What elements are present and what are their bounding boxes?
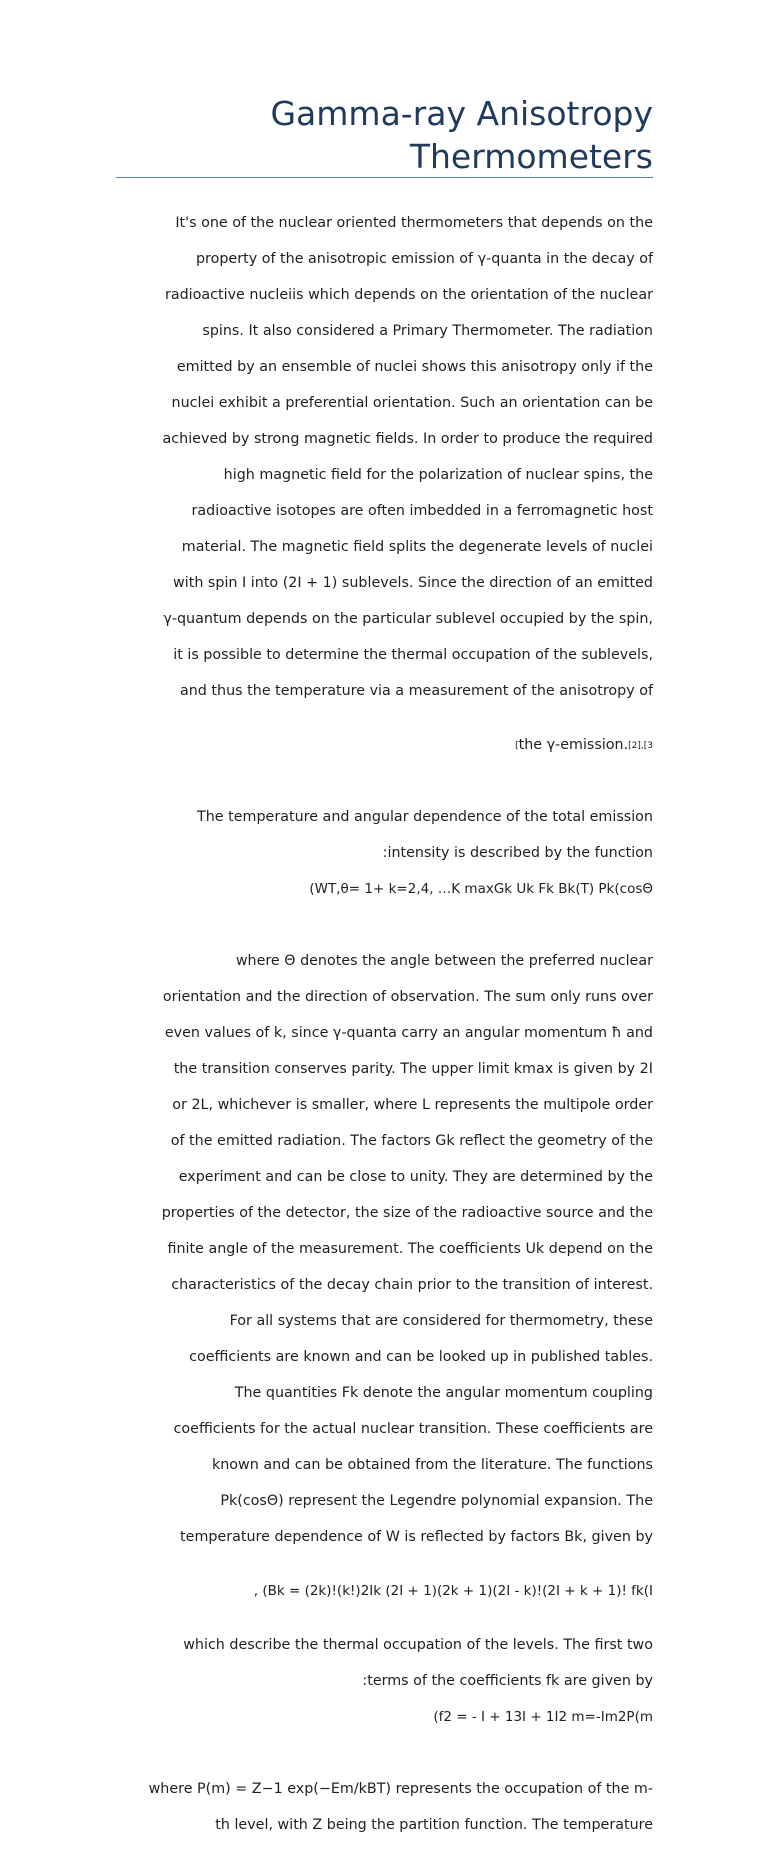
document-page [116, 0, 653, 1833]
text-line: emitted by an ensemble of nuclei shows this anisotropy only if the [176, 359, 653, 375]
fk-formula: (f2 = - I + 13I + 1I2 m=-Im2P(m [433, 1709, 653, 1725]
text-line: where P(m) = Z−1 exp(−Em/kBT) represents the occupation of the m- [148, 1781, 653, 1797]
text-line: orientation and the direction of observation. The sum only runs over [162, 989, 653, 1005]
text-line: high magnetic field for the polarization of nuclear spins, the [223, 467, 653, 483]
citation-text: the γ-emission. [518, 737, 629, 753]
text-line: The temperature and angular dependence of the total emission [197, 809, 653, 825]
text-line: It's one of the nuclear oriented thermometers that depends on the [175, 215, 653, 231]
text-line: or 2L, whichever is smaller, where L represents the multipole order [172, 1097, 653, 1113]
text-line: Pk(cosΘ) represent the Legendre polynomial expansion. The [220, 1493, 653, 1509]
text-line: radioactive isotopes are often imbedded in a ferromagnetic host [191, 503, 653, 519]
paragraph-occupation [116, 1618, 653, 1744]
title-underline [116, 177, 653, 178]
paragraph-spacer [116, 1600, 653, 1618]
text-line: finite angle of the measurement. The coefficients Uk depend on the [167, 1241, 653, 1257]
text-line: where Θ denotes the angle between the preferred nuclear [235, 953, 653, 969]
paragraph-definitions [116, 934, 653, 1564]
text-line: with spin I into (2I + 1) sublevels. Since the direction of an emitted [173, 575, 653, 591]
text-line: of the emitted radiation. The factors Gk reflect the geometry of the [170, 1133, 653, 1149]
paragraph-spacer [116, 772, 653, 790]
citation-bracket: [ [515, 741, 519, 751]
text-line: the transition conserves parity. The upper limit kmax is given by 2I [173, 1061, 653, 1077]
text-line: radioactive nucleiis which depends on the orientation of the nuclear [164, 287, 653, 303]
title-line-1: Gamma-ray Anisotropy [270, 94, 653, 133]
text-line: th level, with Z being the partition function. The temperature [215, 1817, 653, 1833]
title-line-2: Thermometers [409, 137, 653, 176]
document-body [116, 196, 653, 1852]
text-line: γ-quantum depends on the particular sublevel occupied by the spin, [163, 611, 653, 627]
text-line: which describe the thermal occupation of the levels. The first two [183, 1637, 653, 1653]
bk-formula: , (Bk = (2k)!(k!)2Ik (2I + 1)(2k + 1)(2I - k)!(2I + k + 1)! fk(I [253, 1583, 653, 1599]
text-line: For all systems that are considered for thermometry, these [229, 1313, 653, 1329]
paragraph-spacer [116, 1744, 653, 1762]
text-line: material. The magnetic field splits the degenerate levels of nuclei [181, 539, 653, 555]
paragraph-intro [116, 196, 653, 772]
text-line: experiment and can be close to unity. They are determined by the [178, 1169, 653, 1185]
text-line: even values of k, since γ-quanta carry an angular momentum ħ and [164, 1025, 653, 1041]
intensity-formula: (WT,θ= 1+ k=2,4, …K maxGk Uk Fk Bk(T) Pk(cosΘ [309, 881, 653, 897]
text-line: :terms of the coefficients fk are given by [362, 1673, 653, 1689]
text-line-with-citation [116, 718, 653, 754]
text-line: achieved by strong magnetic fields. In order to produce the required [162, 431, 653, 447]
text-line: characteristics of the decay chain prior to the transition of interest. [171, 1277, 653, 1293]
paragraph-spacer [116, 916, 653, 934]
text-line: it is possible to determine the thermal occupation of the sublevels, [173, 647, 653, 663]
text-line: coefficients are known and can be looked up in published tables. [189, 1349, 653, 1365]
text-line: and thus the temperature via a measurement of the anisotropy of [179, 683, 653, 699]
text-line: The quantities Fk denote the angular momentum coupling [234, 1385, 653, 1401]
text-line: properties of the detector, the size of the radioactive source and the [161, 1205, 653, 1221]
text-line: temperature dependence of W is reflected by factors Bk, given by [180, 1529, 653, 1545]
text-line: :intensity is described by the function [382, 845, 653, 861]
paragraph-spacer [116, 1564, 653, 1582]
page-title [116, 92, 653, 178]
paragraph-partition [116, 1762, 653, 1852]
text-line: spins. It also considered a Primary Thermometer. The radiation [202, 323, 653, 339]
paragraph-intensity [116, 790, 653, 916]
text-line: coefficients for the actual nuclear transition. These coefficients are [173, 1421, 653, 1437]
text-line: property of the anisotropic emission of γ-quanta in the decay of [195, 251, 653, 267]
citation-reference[interactable]: [2],[3 [628, 741, 653, 751]
text-line: nuclei exhibit a preferential orientation. Such an orientation can be [171, 395, 653, 411]
text-line: known and can be obtained from the literature. The functions [211, 1457, 653, 1473]
